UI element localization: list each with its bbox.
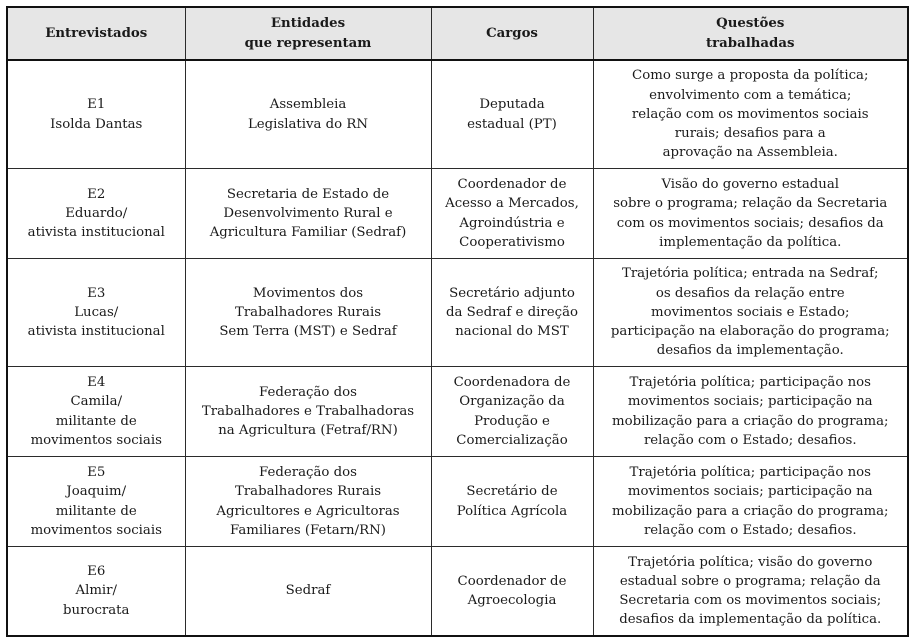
cell-line: Federação dos: [259, 465, 357, 481]
cell-line: desafios da implementação da política.: [619, 612, 882, 628]
cell-line: Legislativa do RN: [247, 116, 369, 132]
interviewees-table: [6, 6, 909, 637]
cell-line: Acesso a Mercados,: [445, 196, 579, 212]
cell-line: Coordenadora de: [453, 375, 571, 391]
cell-line: Joaquim/: [66, 484, 127, 500]
cell-line: burocrata: [63, 602, 130, 618]
cell-line: trabalhadas: [706, 35, 795, 51]
cell-line: ativista institucional: [27, 324, 165, 340]
cell-cargo: [431, 60, 593, 169]
cell-line: Secretário de: [466, 484, 558, 500]
cell-cargo: [431, 547, 593, 637]
cell-line: nacional do MST: [455, 324, 569, 340]
cell-entidade: [185, 259, 431, 367]
cell-line: Assembleia: [269, 97, 347, 113]
cell-entidade: [185, 169, 431, 259]
cell-line: E2: [87, 186, 106, 202]
cell-line: Familiares (Fetarn/RN): [230, 522, 386, 538]
cell-entrevistado: [7, 259, 185, 367]
cell-questoes: [593, 367, 908, 457]
cell-line: Secretaria com os movimentos sociais;: [619, 593, 882, 608]
cell-line: Secretário adjunto: [449, 285, 575, 301]
cell-line: relação com os movimentos sociais: [631, 106, 869, 122]
cell-line: com os movimentos sociais; desafios da: [616, 215, 884, 231]
cell-questoes: [593, 547, 908, 637]
cell-cargo: [431, 457, 593, 547]
cell-line: mobilização para a criação do programa;: [611, 413, 889, 429]
cell-line: Questões: [716, 16, 785, 32]
cell-line: E4: [87, 375, 106, 391]
cell-line: Camila/: [70, 394, 123, 410]
cell-line: Isolda Dantas: [50, 116, 143, 132]
cell-line: Desenvolvimento Rural e: [223, 205, 393, 221]
cell-line: movimentos sociais e Estado;: [651, 304, 850, 320]
cell-line: militante de: [55, 413, 137, 429]
cell-line: implementação da política.: [659, 234, 842, 250]
cell-cargo: [431, 367, 593, 457]
cell-line: Trajetória política; entrada na Sedraf;: [621, 266, 879, 282]
cell-line: que representam: [244, 35, 372, 51]
cell-line: movimentos sociais; participação na: [627, 394, 873, 410]
cell-line: Movimentos dos: [252, 285, 364, 301]
cell-line: Sedraf: [285, 583, 331, 599]
cell-line: Lucas/: [74, 304, 119, 320]
cell-line: Deputada: [479, 97, 545, 113]
cell-entrevistado: [7, 60, 185, 169]
header-entidades: [185, 7, 431, 60]
cell-line: movimentos sociais: [30, 522, 162, 538]
cell-line: Federação dos: [259, 384, 357, 400]
cell-entrevistado: [7, 547, 185, 637]
cell-line: da Sedraf e direção: [445, 304, 579, 320]
cell-line: Trajetória política; participação nos: [629, 375, 871, 391]
cell-line: Cooperativismo: [459, 234, 565, 250]
cell-line: Trajetória política; visão do governo: [628, 554, 873, 570]
cell-questoes: [593, 169, 908, 259]
header-questoes: [593, 7, 908, 60]
cell-line: Como surge a proposta da política;: [632, 68, 869, 84]
cell-line: movimentos sociais; participação na: [627, 484, 873, 500]
cell-line: relação com o Estado; desafios.: [643, 522, 857, 538]
cell-line: Coordenador de: [457, 177, 567, 193]
cell-line: estadual sobre o programa; relação da: [619, 573, 881, 589]
header-entrevistados: [7, 7, 185, 60]
cell-line: Agroecologia: [467, 593, 557, 608]
cell-line: E6: [87, 564, 106, 580]
cell-line: estadual (PT): [467, 116, 557, 132]
cell-line: Organização da: [459, 394, 565, 410]
cell-line: militante de: [55, 503, 137, 519]
cell-line: rurais; desafios para a: [674, 126, 826, 142]
cell-line: sobre o programa; relação da Secretaria: [613, 196, 888, 212]
cell-questoes: [593, 259, 908, 367]
cell-line: aprovação na Assembleia.: [662, 145, 838, 161]
cell-line: movimentos sociais: [30, 432, 162, 448]
table-row: [7, 367, 908, 457]
header-row: [7, 7, 908, 60]
cell-line: Comercialização: [456, 432, 568, 448]
cell-entrevistado: [7, 367, 185, 457]
cell-line: na Agricultura (Fetraf/RN): [218, 423, 398, 439]
cell-line: Visão do governo estadual: [661, 177, 840, 193]
cell-entrevistado: [7, 169, 185, 259]
table-row: [7, 169, 908, 259]
cell-questoes: [593, 60, 908, 169]
cell-entidade: [185, 457, 431, 547]
table-row: [7, 547, 908, 637]
cell-line: Eduardo/: [65, 205, 128, 221]
cell-entrevistado: [7, 457, 185, 547]
cell-line: Cargos: [486, 25, 538, 41]
cell-line: Trajetória política; participação nos: [629, 465, 871, 481]
cell-entidade: [185, 367, 431, 457]
table-row: [7, 457, 908, 547]
cell-line: os desafios da relação entre: [655, 285, 845, 301]
cell-line: Entrevistados: [45, 25, 148, 41]
cell-line: Produção e: [474, 413, 550, 429]
table-row: [7, 60, 908, 169]
cell-line: Agricultores e Agricultoras: [216, 503, 400, 519]
cell-line: E3: [87, 285, 106, 301]
cell-line: Entidades: [270, 16, 346, 32]
cell-line: ativista institucional: [27, 225, 165, 241]
cell-line: Trabalhadores Rurais: [234, 484, 382, 500]
cell-line: Coordenador de: [457, 573, 567, 589]
cell-line: Sem Terra (MST) e Sedraf: [219, 324, 397, 340]
cell-line: mobilização para a criação do programa;: [611, 503, 889, 519]
cell-line: Almir/: [75, 583, 118, 599]
cell-line: Política Agrícola: [456, 503, 568, 519]
cell-line: Secretaria de Estado de: [226, 186, 390, 202]
cell-cargo: [431, 259, 593, 367]
cell-line: participação na elaboração do programa;: [610, 324, 890, 340]
cell-entidade: [185, 547, 431, 637]
header-cargos: [431, 7, 593, 60]
cell-entidade: [185, 60, 431, 169]
cell-line: Trabalhadores Rurais: [234, 304, 382, 320]
cell-line: relação com o Estado; desafios.: [643, 432, 857, 448]
cell-line: Agricultura Familiar (Sedraf): [209, 225, 407, 241]
cell-line: Agroindústria e: [459, 215, 565, 231]
cell-questoes: [593, 457, 908, 547]
table-row: [7, 259, 908, 367]
cell-cargo: [431, 169, 593, 259]
cell-line: E1: [87, 97, 106, 113]
cell-line: E5: [87, 465, 106, 481]
cell-line: envolvimento com a temática;: [649, 87, 852, 103]
cell-line: Trabalhadores e Trabalhadoras: [201, 403, 415, 419]
cell-line: desafios da implementação.: [656, 343, 844, 359]
